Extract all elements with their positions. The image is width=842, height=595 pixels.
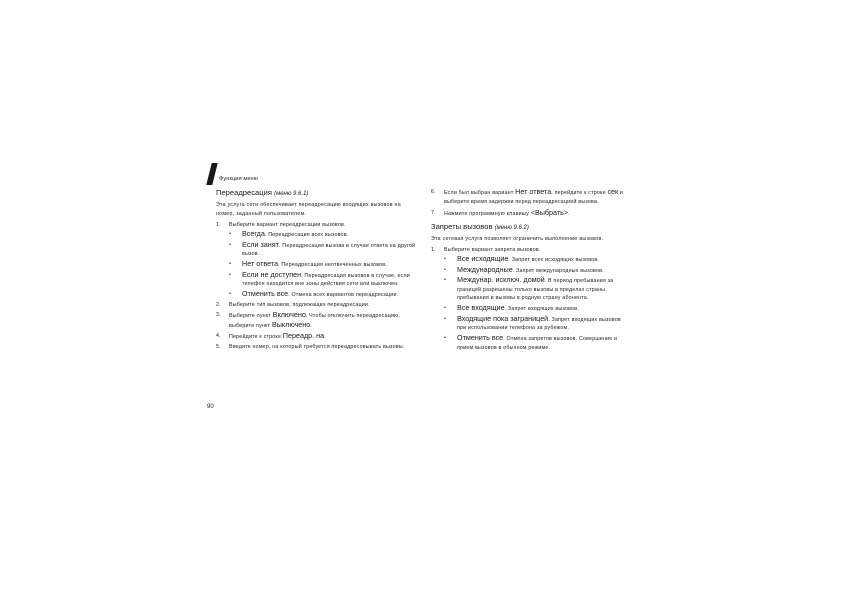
bullet-icon: • <box>444 305 447 312</box>
list-item <box>444 304 631 314</box>
menu-reference: (меню 9.6.2) <box>494 224 529 231</box>
step-number: 2. <box>216 302 221 309</box>
step-number: 5. <box>216 343 221 350</box>
options-list <box>444 255 631 352</box>
option-desc: . Переадресация вызова в случае ответа на другой вызов. <box>242 242 416 258</box>
option-desc: . Запрет входящих вызовов при использовании телефона за рубежом. <box>457 316 621 332</box>
list-item <box>431 209 631 219</box>
bullet-icon: • <box>229 261 232 268</box>
option-term: Нет ответа <box>515 187 552 196</box>
step-text-post: . <box>568 211 570 217</box>
option-term: Включено <box>272 310 306 320</box>
list-item <box>229 241 416 259</box>
bullet-icon: • <box>444 256 447 263</box>
list-item <box>431 188 631 206</box>
option-term: Отменить все <box>242 288 289 298</box>
list-item <box>229 260 416 270</box>
options-list <box>229 230 416 299</box>
list-item <box>444 315 631 333</box>
list-item <box>431 246 631 352</box>
step-number: 4. <box>216 332 221 339</box>
bullet-icon: • <box>444 335 447 342</box>
list-item <box>216 311 416 330</box>
step-text-mid: . Чтобы отключить переадресацию, выберите пункт <box>229 313 400 329</box>
bullet-icon: • <box>229 290 232 297</box>
section-marker-slash <box>206 163 217 185</box>
option-desc: . В период пребывания за границей разрешены только вызовы в пределах страны пребывания и вызовы в родную страну абонента. <box>457 278 614 302</box>
step-number: 3. <box>216 312 221 319</box>
option-desc: . Запрет всех исходящих вызовов. <box>508 257 600 264</box>
right-column <box>431 188 631 355</box>
option-term: сек <box>607 187 619 196</box>
option-desc: . Запрет входящих вызовов. <box>504 306 579 313</box>
step-number: 6. <box>431 189 436 195</box>
bullet-icon: • <box>444 266 447 273</box>
step-text-pre: Если был выбран вариант <box>444 190 516 196</box>
option-term: Если не доступен <box>242 269 302 279</box>
step-text: Выберите вариант запрета вызовов. <box>444 247 541 254</box>
list-item <box>444 266 631 276</box>
page-number: 90 <box>207 404 214 410</box>
option-desc: . Переадресация всех вызовов. <box>264 232 349 239</box>
option-term: Всегда <box>242 229 265 239</box>
step-text-post: . <box>310 322 312 329</box>
step-text: Введите номер, на который требуется переадресовывать вызовы. <box>229 343 405 350</box>
step-text: Выберите тип вызовов, подлежащих переадресации. <box>229 302 370 309</box>
step-text-pre: Перейдите к строке <box>229 333 283 340</box>
step-text-post: . <box>324 333 326 340</box>
step-text: Выберите вариант переадресации вызовов. <box>229 222 346 229</box>
option-desc: . Запрет международных вызовов. <box>512 267 604 274</box>
bullet-icon: • <box>229 241 232 248</box>
option-term: Междунар. исключ. домой <box>457 275 545 285</box>
option-term: Нет ответа <box>242 259 279 269</box>
steps-list-continued <box>431 188 631 219</box>
step-text-pre: Нажмите программную клавишу <box>444 211 531 217</box>
list-item <box>444 255 631 265</box>
option-term: Выключено <box>271 319 311 329</box>
option-desc: . Переадресация вызовов в случае, если телефон находится вне зоны действия сети или выключен. <box>242 272 410 288</box>
bullet-icon: • <box>229 231 232 238</box>
list-item <box>216 343 416 352</box>
step-number: 7. <box>431 210 436 216</box>
heading-title: Запреты вызовов <box>431 221 493 231</box>
heading-call-forwarding <box>216 188 416 199</box>
option-desc: . Отмена запретов вызовов. Совершение и прием вызовов в обычном режиме. <box>457 336 618 351</box>
step-text-mid: , перейдите к строке <box>551 190 608 196</box>
option-term: <Выбрать> <box>530 208 569 217</box>
step-number: 1. <box>216 222 221 229</box>
intro-paragraph: Эта сетевая услуга позволяет ограничить выполнение вызовов. <box>431 235 604 242</box>
step-number: 1. <box>431 247 436 254</box>
steps-list <box>216 221 416 351</box>
menu-reference: (меню 9.6.1) <box>274 191 309 197</box>
list-item <box>216 301 416 310</box>
option-term: Входящие пока заграницей <box>457 313 549 323</box>
step-text-post: и выберите время задержки перед переадресацией вызова. <box>444 190 624 205</box>
bullet-icon: • <box>444 315 447 322</box>
heading-call-barring <box>431 222 631 233</box>
bullet-icon: • <box>444 277 447 284</box>
section-label: Функции меню <box>219 176 259 182</box>
steps-list <box>431 246 631 352</box>
step-text-pre: Выберите пункт <box>229 313 273 320</box>
option-term: Все входящие <box>457 303 505 313</box>
option-term: Переадр. на <box>282 330 325 340</box>
option-term: Все исходящие <box>457 254 509 264</box>
list-item <box>216 332 416 342</box>
list-item <box>229 290 416 300</box>
list-item <box>444 276 631 303</box>
bullet-icon: • <box>229 271 232 278</box>
list-item <box>229 271 416 289</box>
option-desc: . Отмена всех вариантов переадресации. <box>288 291 399 298</box>
intro-paragraph: Эта услуга сети обеспечивает переадресацию входящих вызовов на номер, заданный пользователем. <box>216 202 401 217</box>
option-term: Международные <box>457 264 513 274</box>
list-item <box>444 334 631 352</box>
option-term: Отменить все <box>457 333 504 343</box>
left-column <box>216 188 416 353</box>
list-item <box>229 230 416 240</box>
option-desc: . Переадресация неотвеченных вызовов. <box>278 262 387 269</box>
option-term: Если занят <box>242 239 279 249</box>
heading-title: Переадресация <box>216 188 272 197</box>
list-item <box>216 221 416 299</box>
